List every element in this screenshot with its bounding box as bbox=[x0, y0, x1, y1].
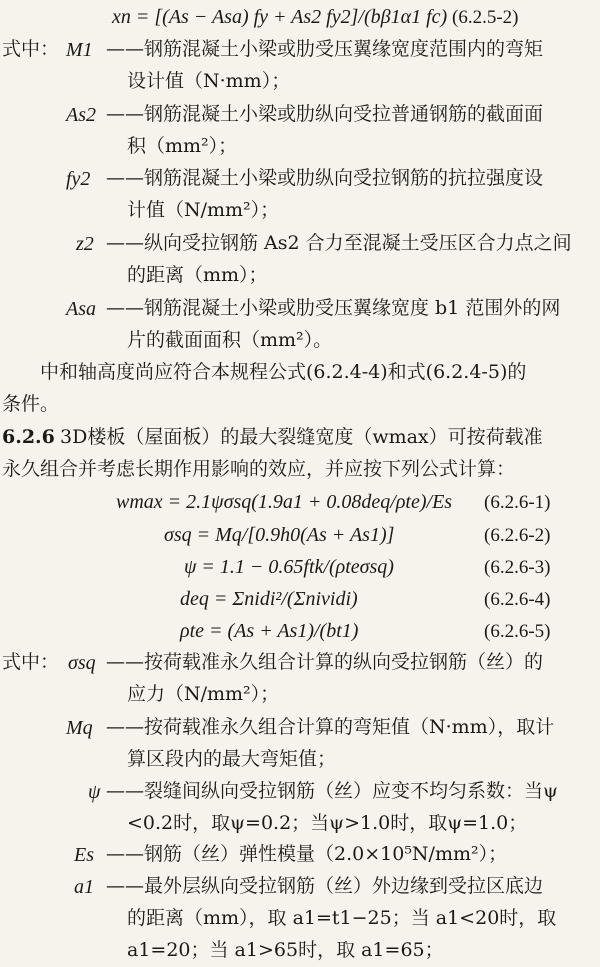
definition-line: ——按荷载准永久组合计算的弯矩值（N·mm），取计 bbox=[106, 715, 555, 738]
symbol-m1: M1 bbox=[66, 39, 93, 62]
definition-line: ——钢筋混凝土小梁或肋纵向受拉普通钢筋的截面面 bbox=[106, 102, 544, 125]
symbol-as2: As2 bbox=[66, 103, 96, 126]
definition-line: ——钢筋混凝土小梁或肋受压翼缘宽度范围内的弯矩 bbox=[106, 38, 544, 61]
paragraph-line: 条件。 bbox=[2, 393, 60, 415]
section-text-line: 永久组合并考虑长期作用影响的效应，并应按下列公式计算： bbox=[2, 458, 516, 481]
symbol-es: Es bbox=[74, 843, 94, 866]
definition-line: ——钢筋混凝土小梁或肋纵向受拉钢筋的抗拉强度设 bbox=[106, 166, 544, 189]
equation-number: (6.2.6-3) bbox=[484, 556, 551, 578]
definition-line: 的距离（mm）； bbox=[127, 264, 268, 287]
definition-line: ——纵向受拉钢筋 As2 合力至混凝土受压区合力点之间 bbox=[106, 232, 572, 255]
symbol-z2: z2 bbox=[76, 233, 94, 256]
equation-rho-te: ρte = (As + As1)/(bt1) bbox=[180, 620, 359, 643]
symbol-psi: ψ bbox=[88, 780, 101, 803]
equation-number: (6.2.5-2) bbox=[452, 7, 519, 28]
equation-xn: xn = [(As − Asa) fy + As2 fy2]/(bβ1α1 fc) bbox=[112, 6, 448, 29]
definition-line: 设计值（N·mm）； bbox=[127, 70, 291, 93]
definition-line: ——钢筋混凝土小梁或肋受压翼缘宽度 b1 范围外的网 bbox=[106, 296, 561, 319]
equation-number: (6.2.6-1) bbox=[484, 492, 551, 514]
definition-line: 计值（N/mm²）； bbox=[127, 199, 280, 222]
definition-line: a1=20；当 a1>65时，取 a1=65； bbox=[127, 939, 444, 961]
definition-line: 算区段内的最大弯矩值； bbox=[127, 747, 337, 770]
equation-number: (6.2.6-5) bbox=[484, 621, 551, 642]
equation-deq: deq = Σnidi²/(Σniνidi) bbox=[180, 587, 358, 610]
definition-line: <0.2时，取ψ=0.2；当ψ>1.0时，取ψ=1.0； bbox=[127, 812, 528, 835]
definition-line: ——裂缝间纵向受拉钢筋（丝）应变不均匀系数：当ψ bbox=[106, 779, 558, 802]
section-text-line: 3D楼板（屋面板）的最大裂缝宽度（wmax）可按荷载准 bbox=[60, 426, 543, 449]
symbol-asa: Asa bbox=[66, 297, 96, 320]
definition-line: ——按荷载准永久组合计算的纵向受拉钢筋（丝）的 bbox=[106, 651, 544, 674]
symbol-fy2: fy2 bbox=[66, 167, 91, 190]
definition-line: 积（mm²）； bbox=[127, 134, 238, 157]
equation-psi: ψ = 1.1 − 0.65ftk/(ρteσsq) bbox=[184, 555, 394, 578]
where-label: 式中： bbox=[2, 38, 60, 61]
equation-number: (6.2.6-2) bbox=[484, 524, 551, 546]
definition-line: ——钢筋（丝）弹性模量（2.0×10⁵N/mm²）； bbox=[106, 842, 508, 865]
symbol-a1: a1 bbox=[74, 875, 94, 898]
symbol-mq: Mq bbox=[66, 716, 93, 739]
definition-line: 的距离（mm），取 a1=t1−25；当 a1<20时，取 bbox=[127, 906, 557, 929]
symbol-sigma-sq: σsq bbox=[68, 652, 96, 675]
paragraph-line: 中和轴高度尚应符合本规程公式(6.2.4-4)和式(6.2.4-5)的 bbox=[40, 360, 527, 383]
definition-line: 应力（N/mm²）； bbox=[127, 683, 280, 706]
equation-number: (6.2.6-4) bbox=[484, 588, 551, 610]
equation-sigma-sq: σsq = Mq/[0.9h0(As + As1)] bbox=[164, 523, 395, 546]
equation-wmax: wmax = 2.1ψσsq(1.9a1 + 0.08deq/ρte)/Es bbox=[116, 491, 453, 514]
section-number: 6.2.6 bbox=[2, 426, 55, 449]
definition-line: ——最外层纵向受拉钢筋（丝）外边缘到受拉区底边 bbox=[106, 874, 544, 897]
definition-line: 片的截面面积（mm²）。 bbox=[127, 328, 333, 351]
where-label: 式中： bbox=[2, 651, 60, 674]
